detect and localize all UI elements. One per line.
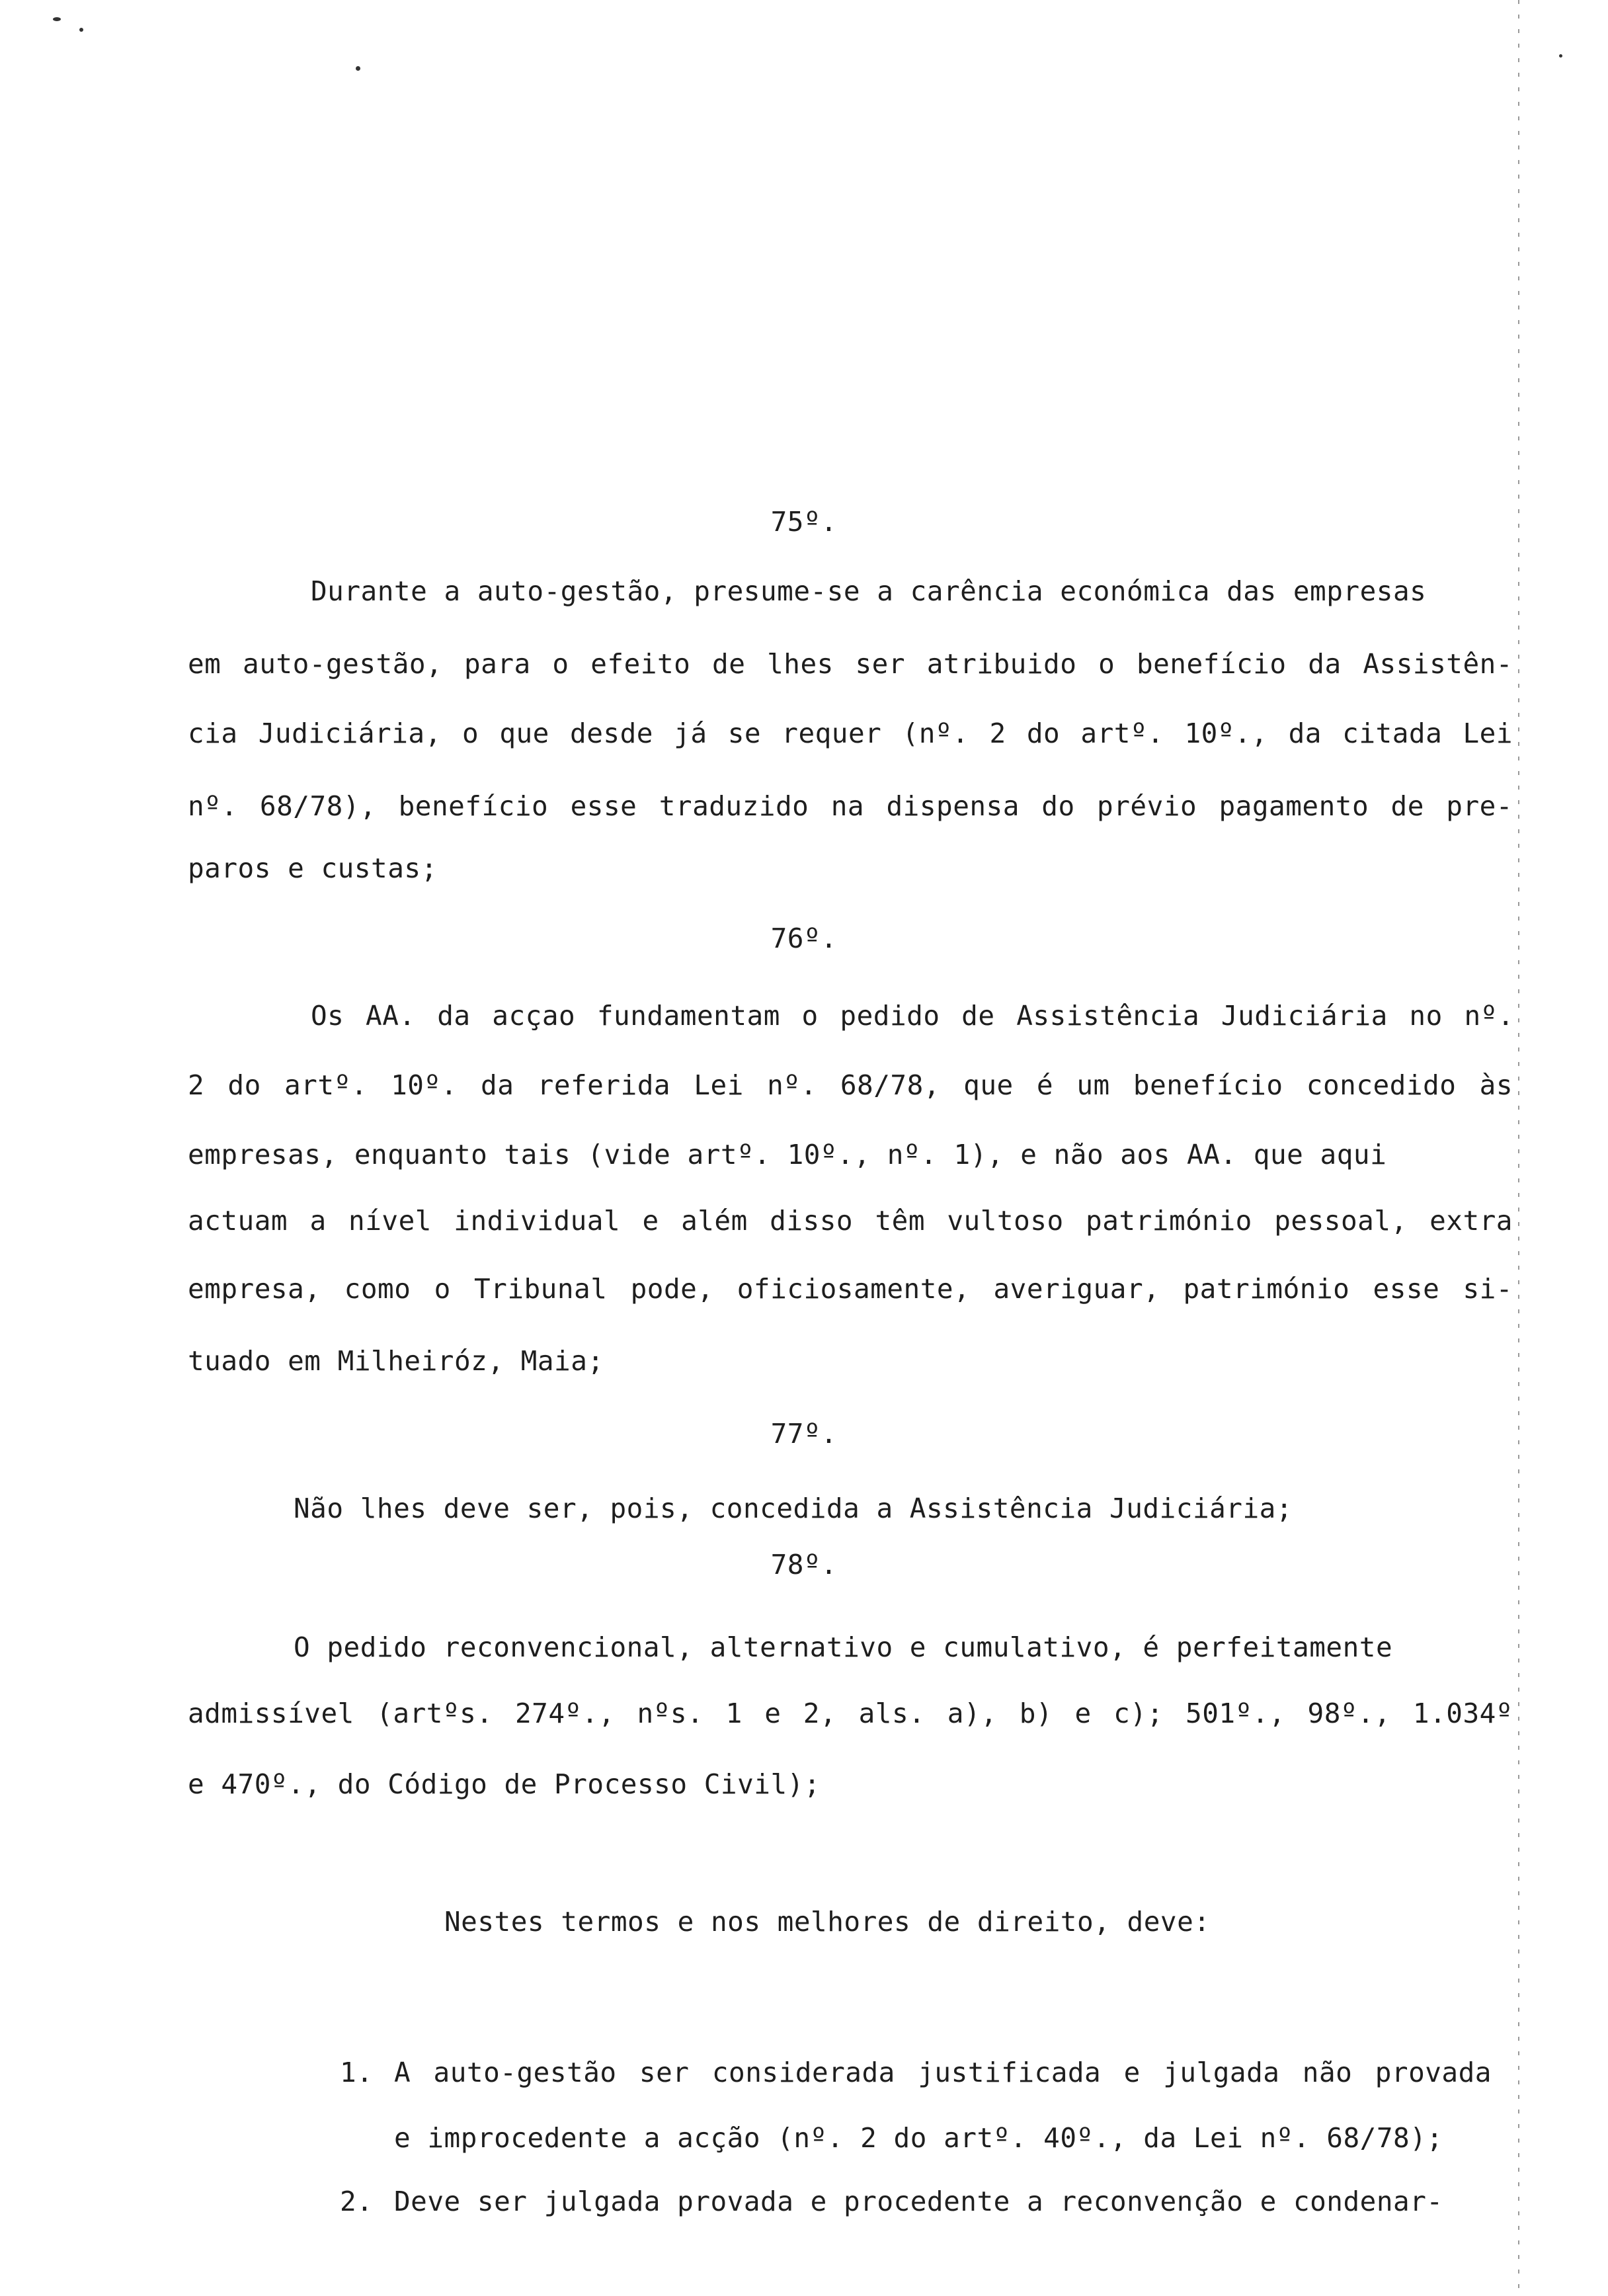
- scan-speck: [356, 66, 360, 71]
- section-number: 75º.: [770, 506, 838, 538]
- request-line: e improcedente a acção (nº. 2 do artº. 40º., da Lei nº. 68/78);: [394, 2122, 1443, 2154]
- paragraph-line: admissível (artºs. 274º., nºs. 1 e 2, als. a), b) e c); 501º., 98º., 1.034º: [188, 1698, 1513, 1729]
- paragraph-line: nº. 68/78), benefício esse traduzido na dispensa do prévio pagamento de pre-: [188, 790, 1513, 822]
- request-line: A auto-gestão ser considerada justificada e julgada não provada: [394, 2057, 1492, 2088]
- section-number: 78º.: [770, 1549, 838, 1580]
- paragraph-line: cia Judiciária, o que desde já se requer (nº. 2 do artº. 10º., da citada Lei: [188, 718, 1513, 749]
- paragraph-line: empresa, como o Tribunal pode, oficiosamente, averiguar, património esse si-: [188, 1273, 1513, 1305]
- paragraph-line: e 470º., do Código de Processo Civil);: [188, 1768, 821, 1800]
- paragraph-line: Os AA. da acçao fundamentam o pedido de Assistência Judiciária no nº.: [311, 1000, 1514, 1032]
- paragraph-line: tuado em Milheiróz, Maia;: [188, 1345, 604, 1377]
- closing-statement: Nestes termos e nos melhores de direito, deve:: [444, 1906, 1211, 1938]
- paragraph-line: O pedido reconvencional, alternativo e cumulativo, é perfeitamente: [294, 1631, 1393, 1663]
- scan-speck: [53, 17, 61, 21]
- request-line: Deve ser julgada provada e procedente a reconvenção e condenar-: [394, 2186, 1443, 2217]
- scan-speck: [1559, 54, 1562, 58]
- paragraph-line: actuam a nível individual e além disso têm vultoso património pessoal, extra: [188, 1205, 1513, 1237]
- section-number: 76º.: [770, 922, 838, 954]
- scan-edge-mark: [1518, 0, 1519, 2296]
- request-marker: 2.: [340, 2186, 374, 2217]
- paragraph-line: 2 do artº. 10º. da referida Lei nº. 68/78, que é um benefício concedido às: [188, 1069, 1513, 1101]
- request-marker: 1.: [340, 2057, 374, 2088]
- paragraph-line: em auto-gestão, para o efeito de lhes ser atribuido o benefício da Assistên-: [188, 648, 1513, 680]
- section-number: 77º.: [770, 1418, 838, 1450]
- paragraph-line: empresas, enquanto tais (vide artº. 10º., nº. 1), e não aos AA. que aqui: [188, 1139, 1387, 1170]
- paragraph-line: Durante a auto-gestão, presume-se a carência económica das empresas: [311, 575, 1427, 607]
- paragraph-line: paros e custas;: [188, 852, 438, 884]
- paragraph-line: Não lhes deve ser, pois, concedida a Assistência Judiciária;: [294, 1493, 1293, 1524]
- scan-speck: [79, 28, 83, 32]
